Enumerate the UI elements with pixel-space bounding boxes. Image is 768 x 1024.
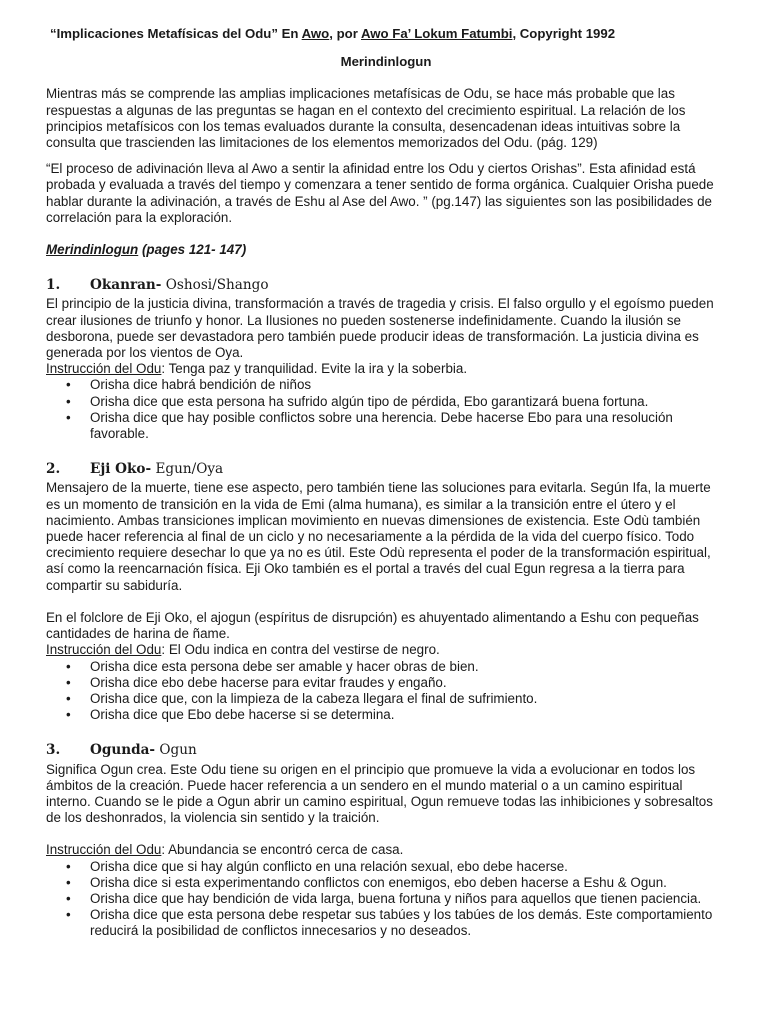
header-title: “Implicaciones Metafísicas del Odu” [50,26,278,41]
section-odu-name: Okanran- [90,277,162,294]
quote-paragraph: “El proceso de adivinación lleva al Awo a sentir la afinidad entre los Odu y ciertos Orishas”. Esta afinidad está probada y evaluada a través del tiempo y comenzara a tener sentido de forma orgánica. Cualquier Orisha puede hablar durante la adivinación, a través de Eshu al Ase del Awo. ” (pg.147) las siguientes son las posibilidades de correlación para la exploración. [46,161,714,225]
instruction-label: Instrucción del Odu [46,842,162,858]
section-number: 1. [46,277,61,294]
section-title [46,742,726,758]
bullet-item: • Orisha dice que, con la limpieza de la cabeza llegara el final de sufrimiento. [46,691,726,707]
odu-section-2 [46,461,726,723]
section-title [46,461,726,477]
instruction-text: : El Odu indica en contra del vestirse de negro. [161,642,440,658]
instruction-text: : Abundancia se encontró cerca de casa. [161,842,404,858]
document-header [50,26,726,42]
bullet-item: • Orisha dice que esta persona ha sufrido algún tipo de pérdida, Ebo garantizará buena fortuna. [46,394,726,410]
bullet-item: • Orisha dice que hay posible conflictos sobre una herencia. Debe hacerse Ebo para una resolución favorable. [46,410,726,442]
bullet-item: • Orisha dice esta persona debe ser amable y hacer obras de bien. [46,659,726,675]
merindinlogun-heading [46,242,726,258]
bullet-item: • Orisha dice que si hay algún conflicto en una relación sexual, ebo debe hacerse. [46,859,726,875]
header-copyright: , Copyright 1992 [512,26,616,41]
section-orisha: Oshosi/Shango [161,277,269,294]
section-paragraph: Significa Ogun crea. Este Odu tiene su origen en el principio que promueve la vida a evolucionar en todos los ámbitos de la creación. Puede hacer referencia a un sendero en el mundo material o a un camino espiritual interno. Cuando se le pide a Ogun abrir un camino espiritual, Ogun remueve todas las inhibiciones y sobresaltos de los deshonrados, la violencia sin sentido y la traición. [46,761,713,826]
section-instruction [46,642,726,658]
odu-section-1 [46,277,726,442]
section-paragraph: Mensajero de la muerte, tiene ese aspecto, pero también tiene las soluciones para evitarla. Según Ifa, la muerte es un momento de transición en la vida de Emi (alma humana), es similar a la transición entre el útero y el nacimiento. Ambas transiciones implican movimiento en nuevas dimensiones de existencia. Este Odù también puede hacer referencia al final de un ciclo y no necesariamente a la pérdida de la vida del cuerpo físico. Todo crecimiento requiere desechar lo que ya no es útil. Este Odù representa el poder de la transformación espiritual, así como la reencarnación física. Eji Oko también es el portal a través del cual Egun regresa a la tierra para compartir su sabiduría. [46,480,711,593]
bullet-item: • Orisha dice que esta persona debe respetar sus tabúes y los tabúes de los demás. Este comportamiento reducirá la posibilidad de conflictos innecesarios y no deseados. [46,907,726,939]
section-paragraph: En el folclore de Eji Oko, el ajogun (espíritus de disrupción) es ahuyentado alimentando a Eshu con pequeñas cantidades de harina de ñame. [46,609,699,642]
header-awo: Awo [301,26,330,41]
merindinlogun-label: Merindinlogun [46,242,139,258]
section-number: 2. [46,461,61,478]
bullet-item: • Orisha dice habrá bendición de niños [46,377,726,393]
section-odu-name: Ogunda- [90,742,156,759]
section-bullet-list [46,859,726,940]
section-orisha: Ogun [155,742,197,759]
section-number: 3. [46,742,61,759]
instruction-text: : Tenga paz y tranquilidad. Evite la ira y la soberbia. [161,361,468,377]
instruction-label: Instrucción del Odu [46,361,162,377]
instruction-label: Instrucción del Odu [46,642,162,658]
section-bullet-list [46,377,726,442]
document-subtitle: Merindinlogun [340,54,432,70]
section-paragraph: El principio de la justicia divina, transformación a través de tragedia y crisis. El falso orgullo y el egoísmo pueden crear ilusiones de triunfo y honor. La Ilusiones no pueden sostenerse indefinidamente. Cuando la ilusión se desborona, puede ser devastadora pero también puede producir ideas de transformación. La justicia divina es generada por los vientos de Oya. [46,296,714,361]
header-en: En [277,26,302,41]
intro-paragraph: Mientras más se comprende las amplias implicaciones metafísicas de Odu, se hace más probable que las respuestas a algunas de las preguntas se hagan en el contexto del crecimiento espiritual. La relación de los principios metafísicos con los temas evaluados durante la consulta, desencadenan ideas intuitivas sobre la consulta que trascienden las limitaciones de los elementos memorizados del Odu. (pág. 129) [46,86,686,151]
bullet-item: • Orisha dice que hay bendición de vida larga, buena fortuna y niños para aquellos que tienen paciencia. [46,891,726,907]
odu-section-3 [46,742,726,939]
merindinlogun-pages: (pages 121- 147) [138,242,247,258]
section-orisha: Egun/Oya [151,461,224,478]
document-page [46,26,726,940]
bullet-item: • Orisha dice que Ebo debe hacerse si se determina. [46,707,726,723]
bullet-item: • Orisha dice ebo debe hacerse para evitar fraudes y engaño. [46,675,726,691]
section-odu-name: Eji Oko- [90,461,152,478]
bullet-item: • Orisha dice si esta experimentando conflictos con enemigos, ebo deben hacerse a Eshu & Ogun. [46,875,726,891]
section-instruction [46,842,726,858]
section-instruction [46,361,726,377]
section-bullet-list [46,659,726,724]
section-title [46,277,726,293]
header-author: Awo Fa’ Lokum Fatumbi [361,26,513,41]
header-por: , por [329,26,361,41]
